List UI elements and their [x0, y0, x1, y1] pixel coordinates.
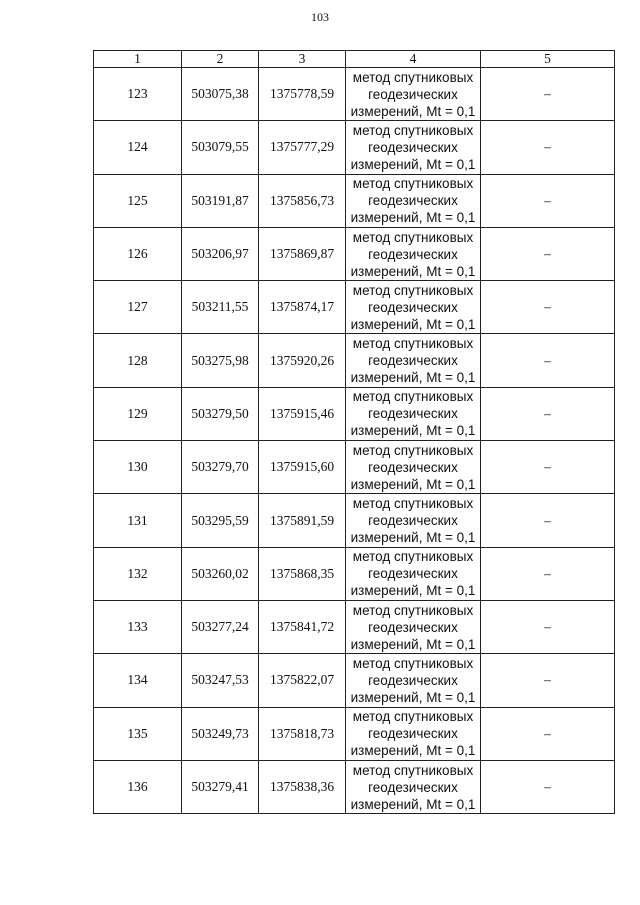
method-line: геодезических: [368, 246, 458, 262]
table-row: [94, 494, 615, 547]
note-cell: –: [481, 760, 615, 813]
table-row: [94, 121, 615, 174]
y-coordinate-cell: 1375920,26: [259, 334, 346, 387]
note-cell: –: [481, 494, 615, 547]
x-coordinate-cell: 503075,38: [182, 68, 259, 121]
note-cell: –: [481, 68, 615, 121]
y-coordinate-cell: 1375818,73: [259, 707, 346, 760]
x-coordinate-cell: 503275,98: [182, 334, 259, 387]
method-line: измерений, Mt = 0,1: [350, 583, 476, 599]
note-cell: –: [481, 121, 615, 174]
table-row: [94, 654, 615, 707]
method-line: измерений, Mt = 0,1: [350, 316, 476, 332]
point-number-cell: 124: [94, 121, 182, 174]
y-coordinate-cell: 1375778,59: [259, 68, 346, 121]
method-line: измерений, Mt = 0,1: [350, 156, 476, 172]
header-col-4: 4: [346, 51, 481, 68]
page-number: 103: [311, 10, 329, 24]
y-coordinate-cell: 1375868,35: [259, 547, 346, 600]
header-col-3: 3: [259, 51, 346, 68]
point-number-cell: 130: [94, 441, 182, 494]
method-line: геодезических: [368, 566, 458, 582]
x-coordinate-cell: 503206,97: [182, 227, 259, 280]
note-cell: –: [481, 441, 615, 494]
point-number-cell: 123: [94, 68, 182, 121]
method-cell: [346, 494, 481, 547]
table-row: [94, 760, 615, 813]
x-coordinate-cell: 503079,55: [182, 121, 259, 174]
method-line: метод спутниковых: [352, 549, 474, 565]
y-coordinate-cell: 1375777,29: [259, 121, 346, 174]
method-line: измерений, Mt = 0,1: [350, 263, 476, 279]
method-line: метод спутниковых: [352, 336, 474, 352]
method-cell: [346, 760, 481, 813]
method-cell: [346, 441, 481, 494]
method-cell: [346, 227, 481, 280]
x-coordinate-cell: 503279,70: [182, 441, 259, 494]
x-coordinate-cell: 503247,53: [182, 654, 259, 707]
y-coordinate-cell: 1375822,07: [259, 654, 346, 707]
method-cell: [346, 547, 481, 600]
method-line: метод спутниковых: [352, 176, 474, 192]
note-cell: –: [481, 654, 615, 707]
method-cell: [346, 600, 481, 653]
table-row: [94, 281, 615, 334]
method-cell: [346, 281, 481, 334]
method-cell: [346, 334, 481, 387]
table-row: [94, 68, 615, 121]
method-cell: [346, 121, 481, 174]
table-row: [94, 600, 615, 653]
table-row: [94, 334, 615, 387]
method-line: измерений, Mt = 0,1: [350, 636, 476, 652]
method-line: измерений, Mt = 0,1: [350, 743, 476, 759]
point-number-cell: 129: [94, 387, 182, 440]
method-line: измерений, Mt = 0,1: [350, 370, 476, 386]
method-line: геодезических: [368, 726, 458, 742]
method-line: метод спутниковых: [352, 69, 474, 85]
method-line: измерений, Mt = 0,1: [350, 210, 476, 226]
note-cell: –: [481, 281, 615, 334]
point-number-cell: 134: [94, 654, 182, 707]
method-line: метод спутниковых: [352, 602, 474, 618]
method-line: измерений, Mt = 0,1: [350, 689, 476, 705]
method-line: метод спутниковых: [352, 229, 474, 245]
method-line: геодезических: [368, 779, 458, 795]
y-coordinate-cell: 1375915,60: [259, 441, 346, 494]
note-cell: –: [481, 174, 615, 227]
method-line: метод спутниковых: [352, 655, 474, 671]
y-coordinate-cell: 1375841,72: [259, 600, 346, 653]
method-line: измерений, Mt = 0,1: [350, 530, 476, 546]
x-coordinate-cell: 503260,02: [182, 547, 259, 600]
point-number-cell: 131: [94, 494, 182, 547]
note-cell: –: [481, 600, 615, 653]
method-cell: [346, 654, 481, 707]
table-row: [94, 227, 615, 280]
method-line: измерений, Mt = 0,1: [350, 796, 476, 812]
method-line: метод спутниковых: [352, 389, 474, 405]
method-line: геодезических: [368, 86, 458, 102]
table-row: [94, 441, 615, 494]
y-coordinate-cell: 1375915,46: [259, 387, 346, 440]
method-line: геодезических: [368, 459, 458, 475]
x-coordinate-cell: 503211,55: [182, 281, 259, 334]
note-cell: –: [481, 227, 615, 280]
note-cell: –: [481, 547, 615, 600]
point-number-cell: 128: [94, 334, 182, 387]
x-coordinate-cell: 503279,41: [182, 760, 259, 813]
method-line: измерений, Mt = 0,1: [350, 476, 476, 492]
method-line: метод спутниковых: [352, 496, 474, 512]
header-col-2: 2: [182, 51, 259, 68]
x-coordinate-cell: 503249,73: [182, 707, 259, 760]
method-line: метод спутниковых: [352, 709, 474, 725]
note-cell: –: [481, 334, 615, 387]
method-cell: [346, 174, 481, 227]
header-col-5: 5: [481, 51, 615, 68]
note-cell: –: [481, 387, 615, 440]
y-coordinate-cell: 1375838,36: [259, 760, 346, 813]
table-row: [94, 707, 615, 760]
method-line: геодезических: [368, 513, 458, 529]
point-number-cell: 126: [94, 227, 182, 280]
method-cell: [346, 707, 481, 760]
method-line: геодезических: [368, 406, 458, 422]
method-line: геодезических: [368, 299, 458, 315]
method-cell: [346, 68, 481, 121]
method-line: измерений, Mt = 0,1: [350, 423, 476, 439]
x-coordinate-cell: 503191,87: [182, 174, 259, 227]
point-number-cell: 132: [94, 547, 182, 600]
table-body: [94, 68, 615, 814]
table-header-row: [94, 51, 615, 68]
method-line: геодезических: [368, 139, 458, 155]
point-number-cell: 125: [94, 174, 182, 227]
method-cell: [346, 387, 481, 440]
method-line: геодезических: [368, 353, 458, 369]
method-line: метод спутниковых: [352, 442, 474, 458]
y-coordinate-cell: 1375856,73: [259, 174, 346, 227]
method-line: метод спутниковых: [352, 282, 474, 298]
method-line: измерений, Mt = 0,1: [350, 103, 476, 119]
y-coordinate-cell: 1375874,17: [259, 281, 346, 334]
point-number-cell: 136: [94, 760, 182, 813]
table-row: [94, 387, 615, 440]
coordinates-table: [93, 50, 615, 814]
method-line: метод спутниковых: [352, 762, 474, 778]
table-row: [94, 547, 615, 600]
x-coordinate-cell: 503279,50: [182, 387, 259, 440]
point-number-cell: 135: [94, 707, 182, 760]
point-number-cell: 133: [94, 600, 182, 653]
method-line: геодезических: [368, 193, 458, 209]
y-coordinate-cell: 1375869,87: [259, 227, 346, 280]
note-cell: –: [481, 707, 615, 760]
y-coordinate-cell: 1375891,59: [259, 494, 346, 547]
x-coordinate-cell: 503295,59: [182, 494, 259, 547]
x-coordinate-cell: 503277,24: [182, 600, 259, 653]
method-line: метод спутниковых: [352, 122, 474, 138]
table-row: [94, 174, 615, 227]
method-line: геодезических: [368, 672, 458, 688]
method-line: геодезических: [368, 619, 458, 635]
point-number-cell: 127: [94, 281, 182, 334]
header-col-1: 1: [94, 51, 182, 68]
